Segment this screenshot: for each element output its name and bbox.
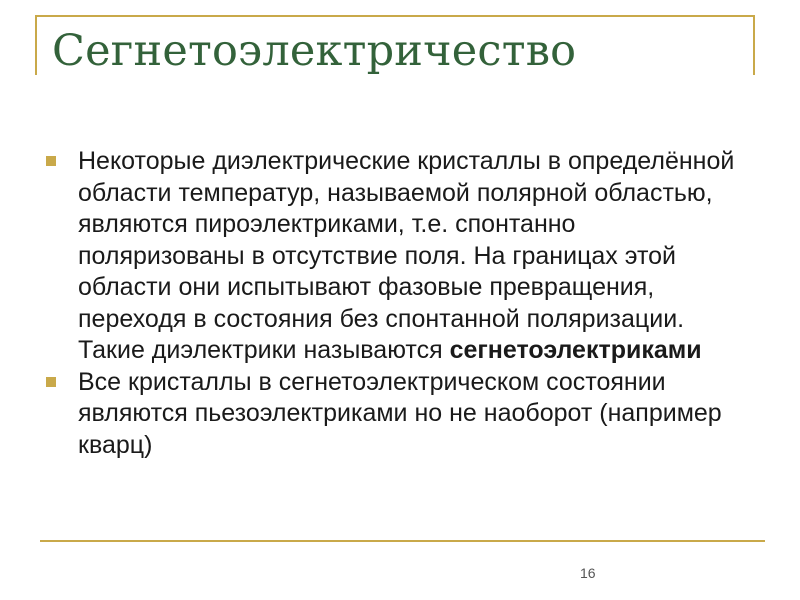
bullet-item bbox=[46, 367, 746, 462]
slide-title: Сегнетоэлектричество bbox=[52, 26, 577, 76]
bullet-text: Некоторые диэлектрические кристаллы в определённой области температур, называемой полярной областью, являются пироэлектриками, т.е. спонтанно поляризованы в отсутствие поля. На границах этой области они испытывают фазовые превращения, переходя в состояния без спонтанной поляризации. Такие диэлектрики называются bbox=[78, 147, 735, 364]
bullet-emphasis: сегнетоэлектриками bbox=[449, 336, 702, 364]
frame-left-rule bbox=[35, 15, 37, 75]
page-number: 16 bbox=[580, 565, 596, 581]
square-bullet-icon bbox=[46, 377, 56, 387]
square-bullet-icon bbox=[46, 156, 56, 166]
bullet-item bbox=[46, 146, 746, 367]
bullet-text: Все кристаллы в сегнетоэлектрическом состоянии являются пьезоэлектриками но не наоборот (например кварц) bbox=[78, 367, 722, 459]
frame-top-rule bbox=[35, 15, 755, 17]
footer-rule bbox=[40, 540, 765, 542]
frame-right-rule bbox=[753, 15, 755, 75]
bullet-list bbox=[46, 146, 746, 461]
